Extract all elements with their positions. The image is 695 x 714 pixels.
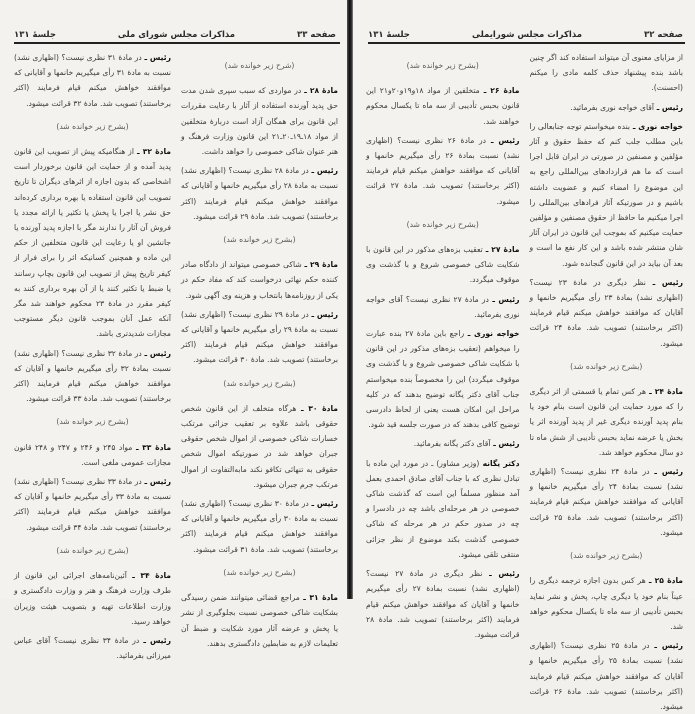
paragraph-text: در مادهٔ ۳۳ نظری نیست؟ (اظهاری نشد) نسبت به مادهٔ ۳۳ رأی میگیریم خانمها و آقایان که موافقند خواهش میکنم قیام فرمایند (اکثر برخاستند) تصویب شد. مادهٔ ۳۴ قرائت میشود. <box>14 477 171 532</box>
paragraph-text: در مادهٔ ۲۸ نظری نیست؟ (اظهاری نشد) نسبت به مادهٔ ۲۸ رأی میگیریم خانمها و آقایانی که موافقند خواهش میکنم قیام فرمایند (اکثر برخاستند) تصویب شد. مادهٔ ۲۹ قرائت میشود. <box>181 166 338 221</box>
paragraph-text: آئین‌نامه‌های اجرائی این قانون از طرف وزارت فرهنگ و هنر و وزارت دادگستری و وزارت اطلاعات تهیه و بتصویب هیئت وزیران خواهد رسید. <box>14 571 171 626</box>
speaker-or-article-label: مادهٔ ۲۹ ـ <box>301 260 339 270</box>
paragraph-text: شاکی خصوصی میتواند از دادگاه صادر کننده حکم نهائی درخواست کند که مفاد حکم در یکی از روزنامه‌ها بانتخاب و هزینه وی آگهی شود. <box>181 260 338 300</box>
paragraph-text: از مزایای معنوی آن میتواند استفاده کند اگر چنین باشد بنده پیشنهاد حذف کلمه مادی را میکنم (احسنت). <box>529 53 683 93</box>
paragraph-text: نظر دیگری در مادهٔ ۲۳ نیست؟ (اظهاری نشد) بمادهٔ ۲۳ رأی میگیریم خانمها و آقایان که موافقند خواهش میکنم قیام فرمایند (اکثر برخاستند) تصویب شد. مادهٔ ۲۴ قرائت میشود. <box>529 277 684 348</box>
speaker-or-article-label: رئیس ـ <box>139 635 171 645</box>
paragraph <box>181 257 338 303</box>
speaker-or-article-label: خواجه نوری ـ <box>464 329 520 339</box>
paragraph-text: در مادهٔ ۲۴ نظری نیست؟ (اظهاری نشد) نسبت بمادهٔ ۲۴ رأی میگیریم خانمها و آقایانی که موافقند خواهش میکنم قیام فرمایند (اکثر برخاستند) تصویب شد. مادهٔ ۲۵ قرائت میشود. <box>529 467 683 537</box>
paragraph <box>366 242 520 288</box>
paragraph-text: نظر دیگری در مادهٔ ۲۷ نیست؟ (اظهاری نشد) نسبت بمادهٔ ۲۷ رأی میگیریم خانمها و آقایان که موافقند خواهش میکنم قیام فرمایند (اکثر برخاستند) تصویب شد. مادهٔ ۲۸ قرائت میشود. <box>366 569 520 639</box>
paragraph-text: متخلفین از مواد ۱۸و۱۹و۲۰و۲۱ این قانون بحبس تأدیبی از سه ماه تا یکسال محکوم خواهند شد. <box>366 86 520 126</box>
paragraph-text: آقای دکتر یگانه بفرمائید. <box>413 439 491 449</box>
paragraph <box>181 496 338 557</box>
paragraph-text: در مادهٔ ۳۴ نظری نیست؟ آقای عباس میرزائی بفرمائید. <box>14 635 171 661</box>
reading-note: (بشرح زیر خوانده شد) <box>570 551 643 561</box>
speaker-or-article-label: رئیس ـ <box>654 102 683 112</box>
reading-note: (بشرح زیر خوانده شد) <box>56 545 129 555</box>
paragraph <box>181 163 338 224</box>
speaker-or-article-label: رئیس ـ <box>490 439 520 449</box>
paragraph <box>366 292 520 322</box>
paragraph <box>530 119 684 271</box>
speaker-or-article-label: رئیس ـ <box>649 641 683 651</box>
paragraph-text: هر کس تمام یا قسمتی از اثر دیگری را که مورد حمایت این قانون است بنام خود یا بنام پدید آورنده دیگری غیر از پدید آورنده اثر یا بخش یا عرضه نماید بحبس تأدیبی از شش ماه تا دو سال محکوم خواهد شد. <box>529 387 683 457</box>
paragraph-text: در مادهٔ ۲۹ نظری نیست؟ (اظهاری نشد) نسبت به مادهٔ ۲۹ رأی میگیریم خانمها و آقایانی که موافقند خواهش میکنم قیام فرمایند (اکثر برخاستند) تصویب شد. مادهٔ ۳۰ قرائت میشود. <box>181 309 338 365</box>
paragraph <box>530 275 684 351</box>
paragraph-text: در مادهٔ ۲۵ نظری نیست؟ (اظهاری نشد) نسبت بمادهٔ ۲۵ رأی میگیریم خانمها و آقایان که موافقند خواهش میکنم قیام فرمایند (اکثر برخاستند) تصویب شد. مادهٔ ۲۶ قرائت میشود. <box>529 641 683 711</box>
paragraph <box>530 100 684 115</box>
column <box>14 50 172 661</box>
paragraph <box>14 50 171 111</box>
column <box>181 50 339 648</box>
paragraph <box>181 590 338 651</box>
column <box>529 50 684 711</box>
paragraph <box>14 474 171 535</box>
reading-note: (بشرح زیر خوانده شد) <box>406 219 479 229</box>
paragraph-text: در مادهٔ ۳۲ نظری نیست؟ (اظهاری نشد) نسبت بمادهٔ ۳۲ رأی میگیریم خانمها و آقایان که موافقند خواهش میکنم قیام فرمایند (اکثر برخاستند) تصویب شد. مادهٔ ۳۳ قرائت میشود. <box>14 348 171 404</box>
book-gutter <box>347 0 353 599</box>
reading-note: (بشرح زیر خوانده شد) <box>570 361 643 371</box>
reading-note: (بشرح زیر خوانده شد) <box>406 61 479 70</box>
paragraph <box>366 133 520 209</box>
paragraph <box>530 638 684 714</box>
speaker-or-article-label: مادهٔ ۲۷ ـ <box>482 245 520 255</box>
paragraph <box>530 384 684 460</box>
paragraph-text: مراجع قضائی میتوانند ضمن رسیدگی بشکایت شاکی خصوصی نسبت بجلوگیری از نشر یا پخش و عرضه آثار مورد شکایت و ضبط آن تعلیمات لازم به ضابطین دادگستری بدهند. <box>181 593 338 648</box>
speaker-or-article-label: مادهٔ ۳۴ ـ <box>126 571 171 581</box>
paragraph <box>14 144 171 342</box>
paragraph <box>530 464 684 540</box>
reading-note: (بشرح زیر خوانده شد) <box>223 378 296 388</box>
paragraph-text: در مادهٔ ۲۶ نظری نیست؟ (اظهاری نشد) نسبت بمادهٔ ۲۶ رأی میگیریم خانمها و آقایانی که موافقند خواهش میکنم قیام فرمایند (اکثر برخاستند) تصویب شد. مادهٔ ۲۷ قرائت میشود. <box>366 135 520 206</box>
paragraph-text: در مادهٔ ۳۱ نظری نیست؟ (اظهاری نشد) نسبت به مادهٔ ۳۱ رأی میگیریم خانمها و آقایانی که موافقند خواهش میکنم قیام فرمایند (اکثر برخاستند) تصویب شد. مادهٔ ۳۲ قرائت میشود. <box>14 53 171 108</box>
speaker-or-article-label: رئیس ـ <box>308 166 338 176</box>
header-rule <box>14 42 340 44</box>
speaker-or-article-label: رئیس ـ <box>141 477 171 487</box>
right-page-header <box>368 26 683 40</box>
speaker-or-article-label: رئیس ـ <box>649 467 683 477</box>
paragraph <box>181 83 338 159</box>
reading-note: (بشرح زیر خوانده شد) <box>56 417 129 427</box>
left-page-number: صفحه ۳۳ <box>297 30 336 40</box>
paragraph-text: آقای خواجه نوری بفرمائید. <box>570 102 655 112</box>
speaker-or-article-label: رئیس ـ <box>308 499 338 509</box>
paragraph <box>366 436 520 451</box>
paragraph <box>366 566 520 642</box>
header-rule <box>368 42 685 44</box>
paragraph-text: راجع باین مادهٔ ۲۷ بنده عبارت را میخواهم (تعقیب بزه‌های مذکور در این قانون با شکایت شاکی خصوصی شروع و با گذشت وی موقوف میگردد) این را مخصوصاً بنده میخواستم جناب آقای دکتر یگانه توضیح بدهند که در کلیه مراحل این امکان هست یعنی از لحاظ دادرسی توضیح کافی بدهند که در صورت جلسه قید شود. <box>366 329 520 430</box>
speaker-or-article-label: رئیس ـ <box>482 569 520 579</box>
left-page <box>0 0 350 661</box>
paragraph <box>14 633 171 663</box>
right-page <box>350 0 695 711</box>
left-page-title: مذاکرات مجلس شورای ملی <box>117 30 236 40</box>
speaker-or-article-label: رئیس ـ <box>488 294 520 304</box>
right-page-number: صفحه ۳۲ <box>644 30 683 40</box>
speaker-or-article-label: مادهٔ ۳۱ ـ <box>299 593 338 603</box>
paragraph <box>530 573 684 634</box>
left-page-header <box>14 26 336 40</box>
paragraph-text: مواد ۲۴۵ و ۲۴۶ و ۲۴۷ و ۲۴۸ قانون مجازات عمومی ملغی است. <box>14 442 171 467</box>
speaker-or-article-label: دکتر یگانه <box>479 458 520 468</box>
paragraph-text: در مواردی که سبب سپری شدن مدت حق پدید آورنده استفاده از آثار با رعایت مقررات این قانون برای همگان آزاد است دربارهٔ متخلفین از مواد ۱۸ـ۱۹ـ۲۰ـ۲۱ این قانون وزارت فرهنگ و هنر عنوان شاکی خصوصی را خواهد داشت. <box>181 86 338 157</box>
left-page-columns <box>14 50 339 661</box>
paragraph <box>530 50 684 96</box>
paragraph-text: (وزیر مشاور) ـ در مورد این ماده با تبادل نظری که با جناب آقای صادق احمدی بعمل آمد منظور مسلماً این است که گذشت شاکی خصوصی در هر مرحله‌ای باشد چه در دادسرا و چه در صدور حکم در هر مرحله که شاکی خصوصی گذشت بکند موضوع از نظر جزائی منتفی تلقی میشود. <box>366 458 520 559</box>
speaker-or-article-label: مادهٔ ۳۰ ـ <box>296 403 339 413</box>
paragraph-text: از هنگامیکه پیش از تصویب این قانون پدید آمده و از حمایت این قانون برخوردار است اشخاصی که بدون اجازه از اثرهای دیگران تا تاریخ تصویب این قانون استفاده یا بهره برداری کرده‌اند حق نشر یا اجرا یا پخش یا تکثیر یا ارائه مجدد یا فروش آن آثار را ندارند مگر با اجازه پدید آورنده یا جانشین او یا رعایت این قانون متخلفین از حکم این ماده و همچنین کسانیکه اثر را برای فرار از کیفر تاریخ پیش از تصویب این قانون بچاپ رسانند یا ضبط یا تکثیر کنند یا از آن بهره برداری کنند به کیفر مقرر در مادهٔ ۲۳ محکوم خواهند شد مگر آنکه عمل آنان بموجب قانون دیگر مستوجب مجازات شدیدتری باشد. <box>14 147 171 339</box>
speaker-or-article-label: رئیس ـ <box>486 135 520 145</box>
reading-note: (بشرح زیر خوانده شد) <box>223 567 296 577</box>
speaker-or-article-label: خواجه نوری ـ <box>629 121 683 131</box>
speaker-or-article-label: رئیس ـ <box>141 53 171 62</box>
paragraph-text: در مادهٔ ۲۷ نظری نیست؟ آقای خواجه نوری بفرمائید. <box>366 294 520 319</box>
left-page-session: جلسهٔ ۱۳۱ <box>14 30 56 40</box>
speaker-or-article-label: مادهٔ ۲۵ ـ <box>645 576 684 586</box>
paragraph-text: هر کس بدون اجازه ترجمه دیگری را عیناً بنام خود یا دیگری چاپ، پخش و نشر نماید بحبس تأدیبی از سه ماه تا یکسال محکوم خواهد شد. <box>529 576 683 631</box>
speaker-or-article-label: رئیس ـ <box>141 348 171 358</box>
paragraph <box>14 440 171 470</box>
right-page-title: مذاکرات مجلس شورایملی <box>471 30 582 40</box>
paragraph <box>366 326 520 432</box>
paragraph-text: در مادهٔ ۳۰ نظری نیست؟ (اظهاری نشد) نسبت به مادهٔ ۳۰ رأی میگیریم خانمها و آقایانی که موافقند خواهش میکنم قیام فرمایند (اکثر برخاستند) تصویب شد. مادهٔ ۳۱ قرائت میشود. <box>181 499 338 554</box>
reading-note: (بشرح زیر خوانده شد) <box>223 235 296 245</box>
paragraph <box>181 401 338 492</box>
paragraph <box>366 83 520 129</box>
speaker-or-article-label: رئیس ـ <box>645 277 683 287</box>
paragraph <box>14 346 171 407</box>
paragraph-text: بنده میخواستم توجه جنابعالی را باین مطلب جلب کنم که حفظ حقوق و آثار مؤلفین و مصنفین در صورتی در ایران قابل اجرا است که ما هم قراردادهای بین‌المللی راجع به این موضوع را امضاء کنیم و عضویت داشته باشیم و در صورتیکه آثار فرادهای بین‌المللی را اجرا میکنیم ما حافظ از حقوق مصنفین و مؤلفین حمایت میکنیم که بموجب این قانون در ایران آثار شان منتشر شده باشد و این کار نفع ما است و بعد آن بیاید در این قانون گنجانده شود. <box>529 121 683 268</box>
column <box>366 50 520 639</box>
reading-note: (بشرح زیر خوانده شد) <box>56 121 129 131</box>
speaker-or-article-label: مادهٔ ۳۳ ـ <box>132 442 172 452</box>
speaker-or-article-label: مادهٔ ۲۴ ـ <box>646 387 684 397</box>
speaker-or-article-label: مادهٔ ۲۸ ـ <box>301 86 338 96</box>
reading-note: (شرح زیر خوانده شد) <box>224 61 295 70</box>
speaker-or-article-label: مادهٔ ۳۲ ـ <box>133 147 171 157</box>
right-page-columns <box>366 50 684 711</box>
paragraph <box>181 307 338 368</box>
speaker-or-article-label: مادهٔ ۲۶ ـ <box>479 86 520 96</box>
paragraph-text: تعقیب بزه‌های مذکور در این قانون با شکایت شاکی خصوصی شروع و با گذشت وی موقوف میگردد. <box>366 245 520 285</box>
paragraph <box>366 456 520 562</box>
paragraph-text: هرگاه متخلف از این قانون شخص حقوقی باشد علاوه بر تعقیب جزائی مرتکب خسارات شاکی خصوصی از اموال شخص حقوقی جبران خواهد شد در صورتیکه اموال شخص حقوقی به تنهائی تکافو نکند مابه‌التفاوت از اموال مرتکب جرم جبران میشود. <box>181 403 338 489</box>
right-page-session: جلسهٔ ۱۳۱ <box>368 30 410 40</box>
speaker-or-article-label: رئیس ـ <box>308 309 338 319</box>
